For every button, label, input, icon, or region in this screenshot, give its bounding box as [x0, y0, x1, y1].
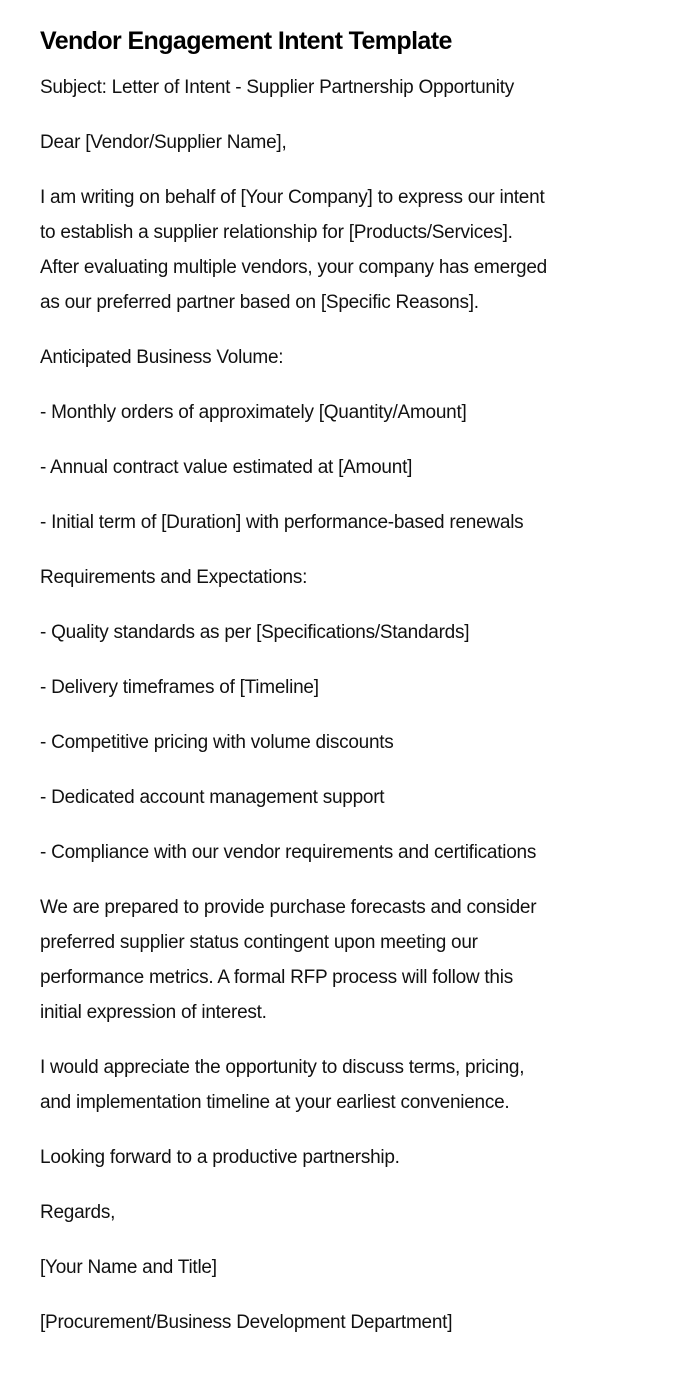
- volume-item: - Monthly orders of approximately [Quantity/Amount]: [40, 402, 467, 423]
- volume-item: - Initial term of [Duration] with performance-based renewals: [40, 512, 524, 533]
- requirements-item: - Quality standards as per [Specifications/Standards]: [40, 622, 470, 643]
- intro-line: After evaluating multiple vendors, your company has emerged: [40, 257, 547, 278]
- requirements-item: - Compliance with our vendor requirements and certifications: [40, 842, 537, 863]
- commitment-line: performance metrics. A formal RFP process will follow this: [40, 967, 513, 988]
- commitment-line: initial expression of interest.: [40, 1002, 267, 1023]
- salutation: Dear [Vendor/Supplier Name],: [40, 132, 287, 153]
- signature-name: [Your Name and Title]: [40, 1257, 217, 1278]
- discussion-line: and implementation timeline at your earliest convenience.: [40, 1092, 510, 1113]
- signoff: Regards,: [40, 1202, 116, 1223]
- commitment-line: We are prepared to provide purchase forecasts and consider: [40, 897, 537, 918]
- requirements-heading: Requirements and Expectations:: [40, 567, 308, 588]
- commitment-line: preferred supplier status contingent upon meeting our: [40, 932, 478, 953]
- discussion-paragraph: [40, 1050, 660, 1120]
- requirements-item: - Dedicated account management support: [40, 787, 385, 808]
- intro-line: as our preferred partner based on [Specific Reasons].: [40, 292, 479, 313]
- subject-line: Subject: Letter of Intent - Supplier Partnership Opportunity: [40, 77, 514, 98]
- discussion-line: I would appreciate the opportunity to discuss terms, pricing,: [40, 1057, 525, 1078]
- volume-item: - Annual contract value estimated at [Amount]: [40, 457, 413, 478]
- intro-line: I am writing on behalf of [Your Company] to express our intent: [40, 187, 545, 208]
- commitment-paragraph: [40, 890, 660, 1030]
- requirements-item: - Delivery timeframes of [Timeline]: [40, 677, 319, 698]
- closing-line: Looking forward to a productive partnership.: [40, 1147, 400, 1168]
- intro-line: to establish a supplier relationship for [Products/Services].: [40, 222, 513, 243]
- intro-paragraph: [40, 180, 660, 320]
- volume-heading: Anticipated Business Volume:: [40, 347, 284, 368]
- requirements-item: - Competitive pricing with volume discounts: [40, 732, 394, 753]
- document-title: Vendor Engagement Intent Template: [40, 27, 452, 55]
- signature-department: [Procurement/Business Development Department]: [40, 1312, 453, 1333]
